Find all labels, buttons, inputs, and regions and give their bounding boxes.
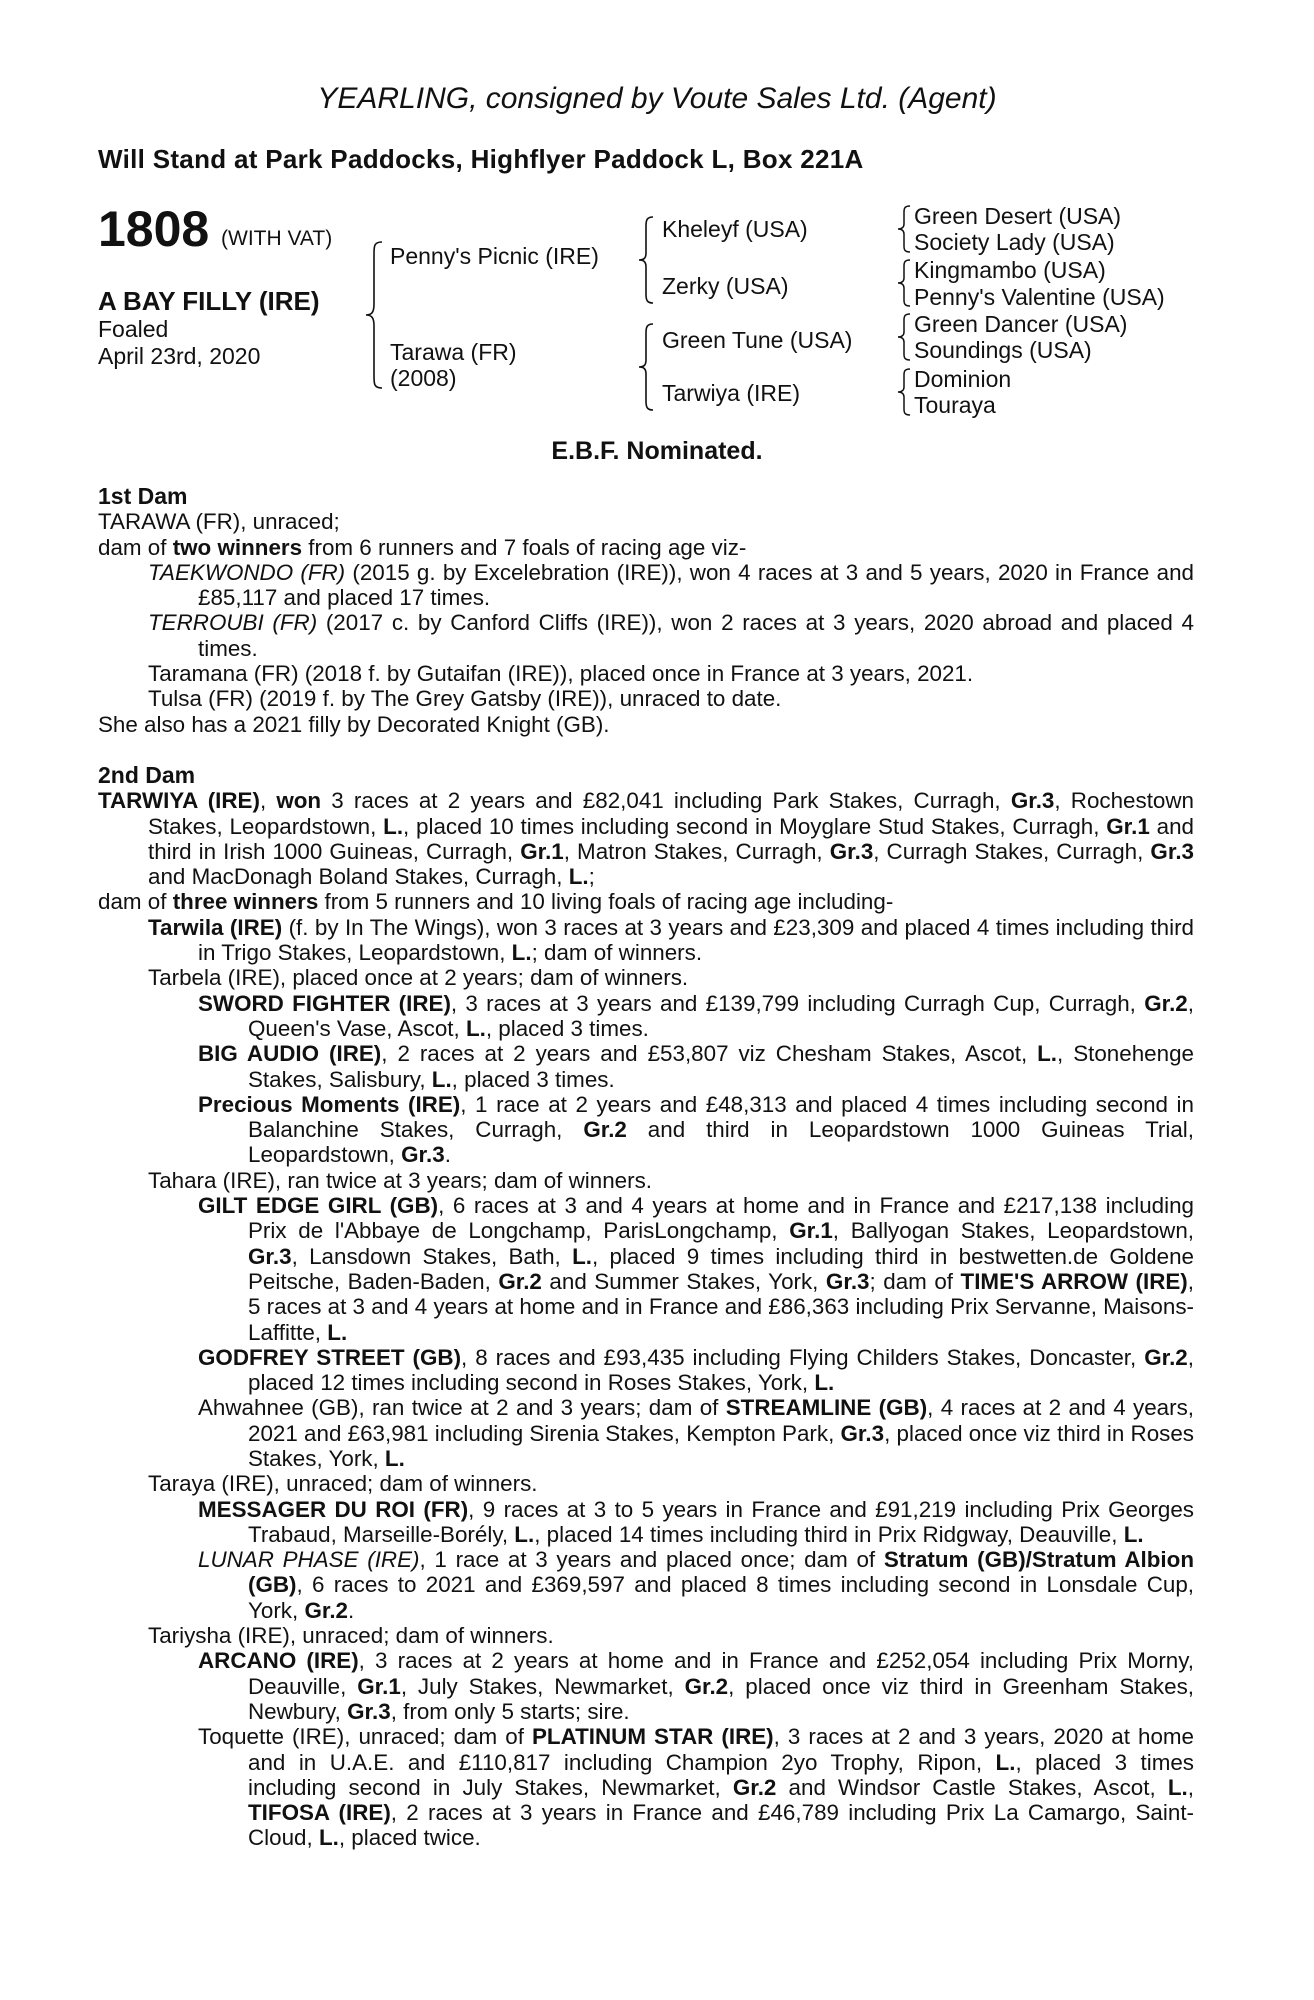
text-run: Taramana (FR) (2018 f. by Gutaifan (IRE)), placed once in France at 3 years, 2021. [148, 661, 974, 687]
pedigree-brace-main [362, 240, 386, 390]
pedigree-dam-name: Tarawa (FR) [390, 339, 517, 365]
text-run: , Lansdown Stakes, Bath, [291, 1243, 573, 1269]
record-paragraph [98, 686, 1194, 711]
text-run: , 3 races at 2 years at home and in France and £252,054 including Prix Morny, Deauville, [248, 1648, 1194, 1699]
record-paragraph [98, 788, 1194, 889]
pedigree-g2-4: Tarwiya (IRE) [662, 380, 801, 406]
bold-text: TIME'S ARROW (IRE) [960, 1268, 1188, 1294]
text-run: (2015 g. by Excelebration (IRE)), won 4 races at 3 and 5 years, 2020 in France and £85,117 and placed 17 times. [198, 559, 1194, 611]
pedigree-g2-2: Zerky (USA) [662, 273, 789, 299]
bold-text: L. [318, 1825, 339, 1851]
bold-text: Gr.1 [520, 838, 564, 864]
text-run: , 8 races and £93,435 including Flying Childers Stakes, Doncaster, [461, 1344, 1145, 1370]
text-run: Tahara (IRE), ran twice at 3 years; dam of winners. [148, 1167, 652, 1193]
bold-text: L. [431, 1066, 452, 1092]
pedigree-sire: Penny's Picnic (IRE) [390, 243, 599, 269]
record-paragraph [98, 991, 1194, 1042]
ebf-nominated: E.B.F. Nominated. [551, 437, 763, 465]
first-dam-heading: 1st Dam [98, 483, 188, 509]
pedigree-g3-7: Dominion [914, 366, 1012, 392]
text-run: She also has a 2021 filly by Decorated Knight (GB). [98, 711, 610, 737]
bold-text: Gr.1 [357, 1673, 401, 1699]
bold-text: GODFREY STREET (GB) [198, 1344, 462, 1370]
pedigree-g2-3: Green Tune (USA) [662, 327, 853, 353]
bold-text: L. [814, 1370, 835, 1396]
bold-text: Gr.3 [401, 1142, 445, 1168]
text-run: ; dam of winners. [531, 940, 703, 966]
text-run: , placed 14 times including third in Prix Ridgway, Deauville, [534, 1521, 1124, 1547]
text-run: ; dam of [869, 1268, 961, 1294]
bold-text: STREAMLINE (GB) [725, 1395, 928, 1421]
bold-text: L. [511, 940, 532, 966]
record-paragraph [98, 535, 1194, 560]
text-run: , Ballyogan Stakes, Leopardstown, [832, 1218, 1194, 1244]
text-run: dam of [98, 534, 173, 560]
text-run: , placed 9 times including third in bestwetten.de Goldene Peitsche, Baden-Baden, [248, 1243, 1194, 1294]
record-paragraph [98, 1092, 1194, 1168]
text-run: and Windsor Castle Stakes, Ascot, [776, 1774, 1168, 1800]
pedigree-g3-6: Soundings (USA) [914, 337, 1092, 363]
bold-text: Gr.1 [1106, 813, 1150, 839]
text-run: , placed 3 times. [485, 1015, 649, 1041]
bold-text: Gr.3 [840, 1420, 885, 1446]
text-run: , placed once viz third in Greenham Stakes, Newbury, [248, 1673, 1194, 1724]
bold-text: Gr.2 [498, 1268, 542, 1294]
record-paragraph [98, 1724, 1194, 1850]
bold-text: Gr.3 [829, 838, 874, 864]
text-run: , [259, 788, 277, 814]
bold-text: L. [568, 864, 589, 890]
section-gap [98, 737, 1194, 763]
record-paragraph [98, 1193, 1194, 1345]
text-run: , 6 races at 3 and 4 years at home and in France and £217,138 including Prix de l'Abbaye de Longchamp, ParisLongchamp, [248, 1193, 1194, 1244]
produce-record [98, 484, 1194, 1851]
pedigree-brace-g3-4 [894, 367, 914, 417]
text-run: TARAWA (FR), unraced; [98, 509, 340, 535]
bold-text: L. [383, 813, 404, 839]
bold-text: Gr.2 [1144, 1344, 1188, 1370]
text-run: , placed 12 times including second in Roses Stakes, York, [248, 1344, 1194, 1396]
bold-text: L. [1037, 1041, 1058, 1067]
text-run: , 3 races at 2 and 3 years, 2020 at home and in U.A.E. and £110,817 including Champion 2yo Trophy, Ripon, [248, 1724, 1194, 1775]
second-dam-section [98, 788, 1194, 1850]
bold-text: L. [572, 1243, 592, 1269]
bold-text: Gr.2 [1144, 990, 1188, 1016]
bold-text: L. [514, 1521, 535, 1547]
foaled-date: April 23rd, 2020 [98, 343, 261, 369]
text-run: , from only 5 starts; sire. [390, 1698, 630, 1724]
text-run: , Curragh Stakes, Curragh, [873, 838, 1151, 864]
text-run: and Summer Stakes, York, [541, 1268, 826, 1294]
bold-text: two winners [172, 534, 303, 560]
text-run: , placed twice. [338, 1825, 481, 1851]
text-run: , 5 races at 3 and 4 years at home and in France and £86,363 including Prix Servanne, Maisons-Laffitte, [248, 1268, 1194, 1345]
bold-text: L. [995, 1749, 1016, 1775]
second-dam-heading: 2nd Dam [98, 761, 196, 788]
text-run: dam of [98, 889, 173, 915]
bold-text: SWORD FIGHTER (IRE) [198, 990, 451, 1016]
bold-text: L. [1167, 1774, 1188, 1800]
foaled-info [98, 316, 260, 370]
pedigree-g3-1: Green Desert (USA) [914, 203, 1122, 229]
text-run: ; [588, 864, 595, 890]
bold-text: GILT EDGE GIRL (GB) [198, 1193, 439, 1219]
bold-text: Gr.3 [825, 1268, 870, 1294]
bold-text: Stratum (GB)/Stratum Albion (GB) [248, 1547, 1195, 1598]
bold-text: MESSAGER DU ROI (FR) [198, 1496, 469, 1522]
text-run: , 2 races at 3 years in France and £46,789 including Prix La Camargo, Saint-Cloud, [248, 1800, 1194, 1851]
text-run: 3 races at 2 years and £82,041 including Park Stakes, Curragh, [321, 788, 1011, 814]
italic-text: TAEKWONDO (FR) [148, 559, 346, 585]
bold-text: L. [465, 1015, 486, 1041]
text-run: Tulsa (FR) (2019 f. by The Grey Gatsby (IRE)), unraced to date. [148, 686, 782, 712]
record-paragraph [98, 1345, 1194, 1396]
pedigree-dam-year: (2008) [390, 365, 457, 391]
text-run: , placed 10 times including second in Moyglare Stud Stakes, Curragh, [403, 813, 1107, 839]
bold-text: Gr.3 [347, 1698, 391, 1724]
text-run: , 1 race at 2 years and £48,313 and placed 4 times including second in Balanchine Stakes, Curragh, [248, 1091, 1194, 1143]
pedigree-dam [390, 339, 517, 391]
text-run: Ahwahnee (GB), ran twice at 2 and 3 years; dam of [198, 1395, 726, 1421]
pedigree-g3-3: Kingmambo (USA) [914, 257, 1106, 283]
pedigree-brace-g3-2 [894, 258, 914, 308]
record-paragraph [98, 1623, 1194, 1648]
pedigree-g3-4: Penny's Valentine (USA) [914, 284, 1165, 310]
bold-text: TARWIYA (IRE) [98, 788, 260, 814]
text-run: and third in Leopardstown 1000 Guineas Trial, Leopardstown, [248, 1117, 1194, 1168]
pedigree-brace-sire [635, 215, 657, 305]
catalogue-header: YEARLING, consigned by Voute Sales Ltd. (Agent) [317, 82, 997, 115]
pedigree-brace-dam [635, 322, 657, 412]
text-run: , 9 races at 3 to 5 years in France and £91,219 including Prix Georges Trabaud, Marseille-Borély, [248, 1496, 1195, 1547]
text-run: , 3 races at 3 years and £139,799 including Curragh Cup, Curragh, [450, 990, 1145, 1016]
italic-text: LUNAR PHASE (IRE) [198, 1547, 420, 1573]
record-paragraph [98, 1168, 1194, 1193]
text-run: , placed once viz third in Roses Stakes, York, [248, 1420, 1194, 1471]
text-run: , 4 races at 2 and 4 years, 2021 and £63,981 including Sirenia Stakes, Kempton Park, [248, 1395, 1194, 1446]
text-run: (f. by In The Wings), won 3 races at 3 years and £23,309 and placed 4 times including third in Trigo Stakes, Leopardstown, [198, 914, 1195, 966]
text-run: from 5 runners and 10 living foals of racing age including- [318, 889, 894, 915]
bold-text: BIG AUDIO (IRE) [198, 1041, 382, 1067]
pedigree-brace-g3-3 [894, 312, 914, 362]
record-paragraph [98, 1471, 1194, 1496]
bold-text: ARCANO (IRE) [198, 1648, 359, 1674]
text-run: , Matron Stakes, Curragh, [563, 838, 830, 864]
text-run: , July Stakes, Newmarket, [400, 1673, 685, 1699]
text-run: . [348, 1597, 355, 1623]
bold-text: Gr.2 [684, 1673, 729, 1699]
text-run: , placed 3 times including second in July Stakes, Newmarket, [248, 1749, 1194, 1800]
first-dam-section [98, 509, 1194, 737]
pedigree-g2-1: Kheleyf (USA) [662, 216, 808, 242]
bold-text: PLATINUM STAR (IRE) [532, 1724, 774, 1750]
bold-text: won [276, 788, 322, 814]
text-run: Tarbela (IRE), placed once at 2 years; dam of winners. [148, 965, 689, 991]
bold-text: Gr.3 [1150, 838, 1194, 864]
foaled-label: Foaled [98, 316, 169, 342]
record-paragraph [98, 889, 1194, 914]
record-paragraph [98, 1395, 1194, 1471]
text-run: , Queen's Vase, Ascot, [248, 990, 1194, 1041]
text-run: (2017 c. by Canford Cliffs (IRE)), won 2 races at 3 years, 2020 abroad and placed 4 times. [198, 610, 1194, 661]
text-run: , 1 race at 3 years and placed once; dam of [419, 1547, 884, 1573]
record-paragraph [98, 1497, 1194, 1548]
text-run: and MacDonagh Boland Stakes, Curragh, [148, 864, 569, 890]
record-paragraph [98, 965, 1194, 990]
bold-text: Gr.3 [1010, 788, 1055, 814]
bold-text: Tarwila (IRE) [148, 914, 283, 940]
bold-text: L. [384, 1445, 405, 1471]
vat-note: (WITH VAT) [221, 227, 333, 250]
pedigree-g3-8: Touraya [914, 392, 996, 418]
bold-text: Gr.3 [248, 1243, 292, 1269]
bold-text: L. [1123, 1521, 1144, 1547]
lot-number: 1808 [98, 201, 210, 257]
pedigree-brace-g3-1 [894, 204, 914, 254]
record-paragraph [98, 1547, 1194, 1623]
bold-text: L. [327, 1319, 348, 1345]
italic-text: TERROUBI (FR) [148, 610, 318, 636]
bold-text: Precious Moments (IRE) [198, 1091, 461, 1117]
record-paragraph [98, 509, 1194, 534]
record-paragraph [98, 661, 1194, 686]
record-paragraph [98, 1041, 1194, 1092]
text-run: , Rochestown Stakes, Leopardstown, [148, 788, 1195, 839]
pedigree-g3-5: Green Dancer (USA) [914, 311, 1128, 337]
text-run: , 2 races at 2 years and £53,807 viz Chesham Stakes, Ascot, [381, 1041, 1038, 1067]
bold-text: Gr.2 [583, 1117, 627, 1143]
bold-text: Gr.2 [304, 1597, 349, 1623]
text-run: from 6 runners and 7 foals of racing age viz- [302, 534, 747, 560]
record-paragraph [98, 610, 1194, 661]
text-run: and third in Irish 1000 Guineas, Curragh, [148, 813, 1194, 864]
text-run: , placed 3 times. [451, 1066, 615, 1092]
record-paragraph [98, 915, 1194, 966]
bold-text: three winners [172, 889, 319, 915]
bold-text: TIFOSA (IRE) [248, 1800, 391, 1826]
bold-text: Gr.1 [789, 1218, 833, 1244]
text-run: Tariysha (IRE), unraced; dam of winners. [148, 1623, 554, 1649]
text-run: Taraya (IRE), unraced; dam of winners. [148, 1471, 538, 1497]
horse-description: A BAY FILLY (IRE) [98, 286, 320, 316]
record-paragraph [98, 712, 1194, 737]
text-run: Toquette (IRE), unraced; dam of [198, 1724, 532, 1750]
text-run: , [1187, 1774, 1194, 1800]
stand-location: Will Stand at Park Paddocks, Highflyer Paddock L, Box 221A [98, 144, 864, 174]
text-run: , Stonehenge Stakes, Salisbury, [248, 1041, 1194, 1092]
record-paragraph [98, 560, 1194, 611]
bold-text: Gr.2 [732, 1774, 777, 1800]
pedigree-g3-2: Society Lady (USA) [914, 229, 1115, 255]
text-run: . [444, 1142, 451, 1168]
record-paragraph [98, 1648, 1194, 1724]
text-run: , 6 races to 2021 and £369,597 and placed 8 times including second in Lonsdale Cup, York, [248, 1572, 1194, 1623]
